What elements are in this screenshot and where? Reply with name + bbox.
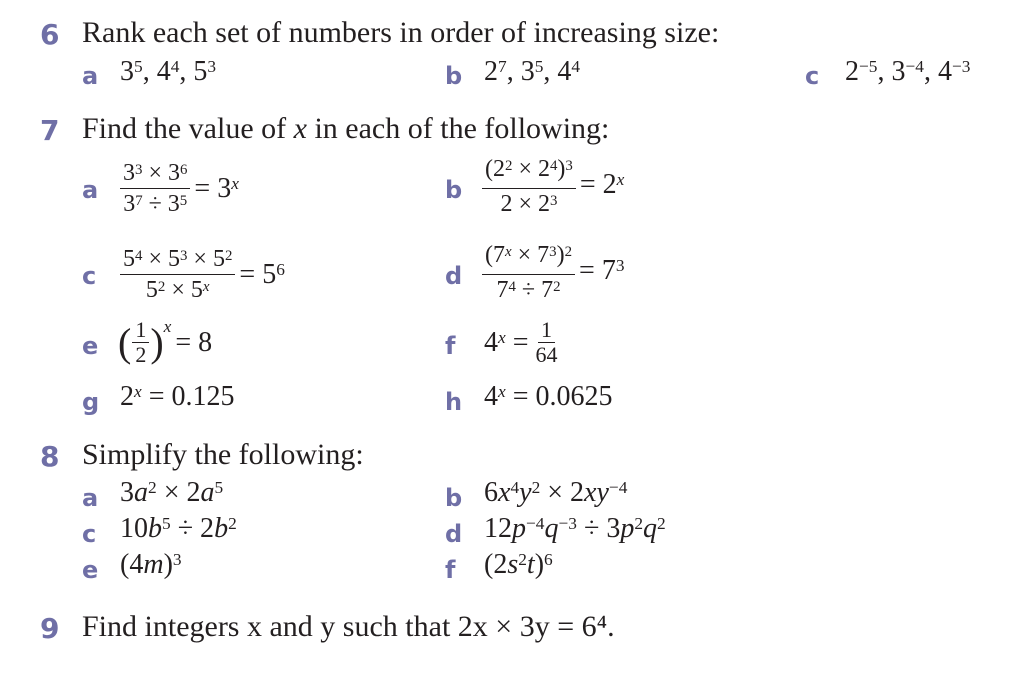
q8-part-a-expression: $3a^2 \times 2a^5$ (120, 477, 224, 508)
q6-part-a-expression: $3^5$, $4^4$, $5^3$ (120, 56, 217, 87)
q8-part-f-expression: $(2s^2t)^6$ (484, 549, 553, 580)
q8-part-e-expression: $(4m)^3$ (120, 549, 182, 580)
question-7-stem: Find the value of x in each of the following: (82, 112, 610, 145)
q7-part-e-label: e (82, 332, 99, 360)
q7f-fraction: $\frac{1}{64}$ (535, 317, 558, 367)
question-number-8: 8 (40, 440, 60, 473)
q6-part-c-label: c (805, 62, 820, 90)
q8-part-d-expression: $12p^{-4}q^{-3} \div 3p^2q^2$ (484, 513, 666, 544)
q6-part-a-label: a (82, 62, 99, 90)
q7-part-d-equation: $\frac{(7^x \times 7^3)^2}{7^4 \div 7^2}$ = $7^3$ (478, 236, 625, 305)
q7-part-f-equation: $4^x$ = $\frac{1}{64}$ (484, 318, 565, 367)
q7-part-c-equation: $\frac{5^4 \times 5^3 \times 5^2}{5^2 \times 5^x}$ = $5^6$ (116, 244, 285, 305)
q7d-fraction: $\frac{(7^x \times 7^3)^2}{7^4 \div 7^2}$ (482, 236, 575, 305)
q7-part-f-label: f (445, 332, 456, 360)
question-number-9: 9 (40, 612, 60, 645)
q8-part-c-label: c (82, 520, 97, 548)
q7-part-c-label: c (82, 262, 97, 290)
q7-part-g-equation: $2^x = 0.125$ (120, 381, 235, 412)
question-8-stem: Simplify the following: (82, 438, 364, 471)
question-9-stem: Find integers x and y such that 2x × 3y = 6⁴. (82, 610, 615, 643)
q8-part-b-expression: $6x^4y^2 \times 2xy^{-4}$ (484, 477, 628, 508)
q8-part-d-label: d (445, 520, 463, 548)
q7e-fraction: $\frac{1}{2}$ (132, 318, 149, 367)
question-number-7: 7 (40, 114, 60, 147)
q7-part-h-equation: $4^x = 0.0625$ (484, 381, 613, 412)
q7b-fraction: $\frac{(2^2 \times 2^4)^3}{2 \times 2^3}$ (482, 150, 576, 219)
question-number-6: 6 (40, 18, 60, 51)
question-6-stem: Rank each set of numbers in order of increasing size: (82, 16, 720, 49)
q6-part-c-expression: $2^{-5}$, $3^{-4}$, $4^{-3}$ (845, 56, 971, 87)
q7-part-b-label: b (445, 176, 463, 204)
q7-part-g-label: g (82, 388, 100, 416)
q7-part-b-equation: $\frac{(2^2 \times 2^4)^3}{2 \times 2^3}$ = $2^x$ (478, 150, 624, 219)
q7c-fraction: $\frac{5^4 \times 5^3 \times 5^2}{5^2 \times 5^x}$ (120, 244, 235, 305)
q7-part-d-label: d (445, 262, 463, 290)
q7-part-e-equation: ( $\frac{1}{2}$ ) $^x$ = 8 (118, 316, 213, 367)
q8-part-c-expression: $10b^5 \div 2b^2$ (120, 513, 237, 544)
q8-part-a-label: a (82, 484, 99, 512)
q7-part-a-label: a (82, 176, 99, 204)
q7a-fraction: $\frac{3^3 \times 3^6}{3^7 \div 3^5}$ (120, 158, 190, 219)
q8-part-f-label: f (445, 556, 456, 584)
q8-part-e-label: e (82, 556, 99, 584)
q6-part-b-expression: $2^7$, $3^5$, $4^4$ (484, 56, 581, 87)
q8-part-b-label: b (445, 484, 463, 512)
q7-part-h-label: h (445, 388, 463, 416)
q6-part-b-label: b (445, 62, 463, 90)
q7-part-a-equation: $\frac{3^3 \times 3^6}{3^7 \div 3^5}$ = $3^x$ (116, 158, 239, 219)
